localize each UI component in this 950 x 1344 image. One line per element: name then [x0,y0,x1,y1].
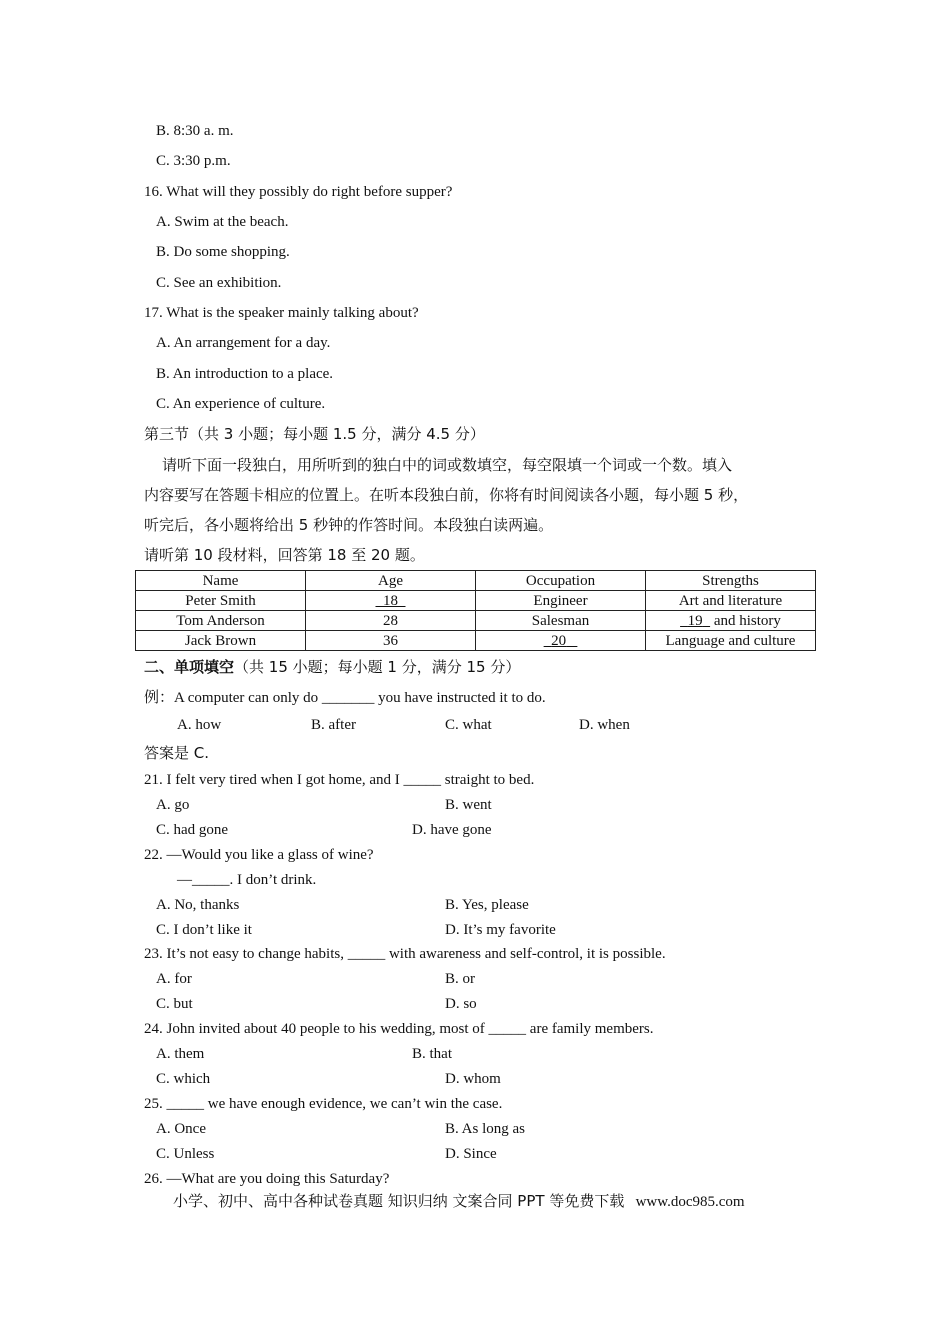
cell-strengths: Art and literature [646,591,816,611]
q17-option-b: B. An introduction to a place. [156,366,334,382]
q25-option-c: C. Unless [156,1146,215,1162]
q21-option-d: D. have gone [412,822,492,838]
q22-stem: 22. —Would you like a glass of wine? [144,847,374,863]
example-option-b: B. after [311,717,356,733]
footer-site-link[interactable]: www.doc985.com [635,1194,745,1210]
section3-instruction-line2: 内容要写在答题卡相应的位置上。在听本段独白前，你将有时间阅读各小题，每小题 5 秒， [144,486,749,504]
blank-18: 18 [383,592,398,609]
q25-option-b: B. As long as [445,1121,526,1137]
example-line [144,687,546,708]
q22-option-b: B. Yes, please [445,897,529,913]
header-strengths: Strengths [646,571,816,591]
example-option-d: D. when [579,717,630,733]
footer-text: 小学、初中、高中各种试卷真题 知识归纳 文案合同 PPT 等免费下载 [173,1192,625,1210]
header-occupation: Occupation [476,571,646,591]
cell-age: 36 [306,631,476,651]
example-label: 例： [144,688,175,706]
part2-heading-line [144,657,520,677]
q17-stem: 17. What is the speaker mainly talking about? [144,305,419,321]
q24-stem: 24. John invited about 40 people to his wedding, most of _____ are family members. [144,1021,654,1037]
table-row [136,631,816,651]
q25-option-a: A. Once [156,1121,206,1137]
cell-occupation: Engineer [476,591,646,611]
q24-option-b: B. that [412,1046,452,1062]
q24-option-d: D. whom [445,1071,501,1087]
part2-heading-note: （共 15 小题；每小题 1 分，满分 15 分） [234,658,521,676]
header-age: Age [306,571,476,591]
q24-option-c: C. which [156,1071,211,1087]
q23-option-a: A. for [156,971,192,987]
example-stem: A computer can only do _______ you have instructed it to do. [174,690,546,706]
q21-option-b: B. went [445,797,492,813]
q21-option-a: A. go [156,797,190,813]
cell-age-blank [306,591,476,611]
info-table [135,570,816,651]
q22-option-a: A. No, thanks [156,897,240,913]
q21-stem: 21. I felt very tired when I got home, and I _____ straight to bed. [144,772,535,788]
section3-title: 第三节（共 3 小题；每小题 1.5 分，满分 4.5 分） [144,425,485,443]
cell-occupation: Salesman [476,611,646,631]
cell-age: 28 [306,611,476,631]
section3-listen-instruction: 请听第 10 段材料，回答第 18 至 20 题。 [144,546,425,564]
q23-option-b: B. or [445,971,475,987]
cell-name: Tom Anderson [136,611,306,631]
q15-option-c: C. 3:30 p.m. [156,153,231,169]
cell-strengths-blank [646,611,816,631]
table-row [136,591,816,611]
example-option-c: C. what [445,717,492,733]
part2-heading: 二、单项填空 [144,658,235,676]
cell-name: Jack Brown [136,631,306,651]
footer [173,1191,745,1212]
q21-option-c: C. had gone [156,822,229,838]
q16-option-a: A. Swim at the beach. [156,214,289,230]
blank-20: 20 [551,632,567,649]
q22-option-d: D. It’s my favorite [445,922,556,938]
example-option-a: A. how [177,717,222,733]
blank-19: 19 [687,612,703,629]
q22-stem-reply: —_____. I don’t drink. [177,872,317,888]
q22-option-c: C. I don’t like it [156,922,252,938]
q23-option-d: D. so [445,996,477,1012]
cell-strengths: Language and culture [646,631,816,651]
q16-stem: 16. What will they possibly do right before supper? [144,184,453,200]
section3-instruction-line1: 请听下面一段独白，用所听到的独白中的词或数填空，每空限填一个词或一个数。填入 [162,456,733,474]
example-answer: 答案是 C. [144,744,210,762]
section3-instruction-line3: 听完后，各小题将给出 5 秒钟的作答时间。本段独白读两遍。 [144,516,554,534]
cell-strengths-rest: and history [710,612,781,629]
q25-stem: 25. _____ we have enough evidence, we can’t win the case. [144,1096,503,1112]
table-row [136,611,816,631]
q16-option-b: B. Do some shopping. [156,244,290,260]
q17-option-a: A. An arrangement for a day. [156,335,331,351]
q15-option-b: B. 8:30 a. m. [156,123,234,139]
cell-occupation-blank [476,631,646,651]
header-name: Name [136,571,306,591]
cell-name: Peter Smith [136,591,306,611]
q23-stem: 23. It’s not easy to change habits, _____ with awareness and self-control, it is possible. [144,946,666,962]
q25-option-d: D. Since [445,1146,497,1162]
q17-option-c: C. An experience of culture. [156,396,326,412]
q26-stem: 26. —What are you doing this Saturday? [144,1171,390,1187]
q23-option-c: C. but [156,996,193,1012]
table-header-row [136,571,816,591]
q16-option-c: C. See an exhibition. [156,275,282,291]
q24-option-a: A. them [156,1046,205,1062]
